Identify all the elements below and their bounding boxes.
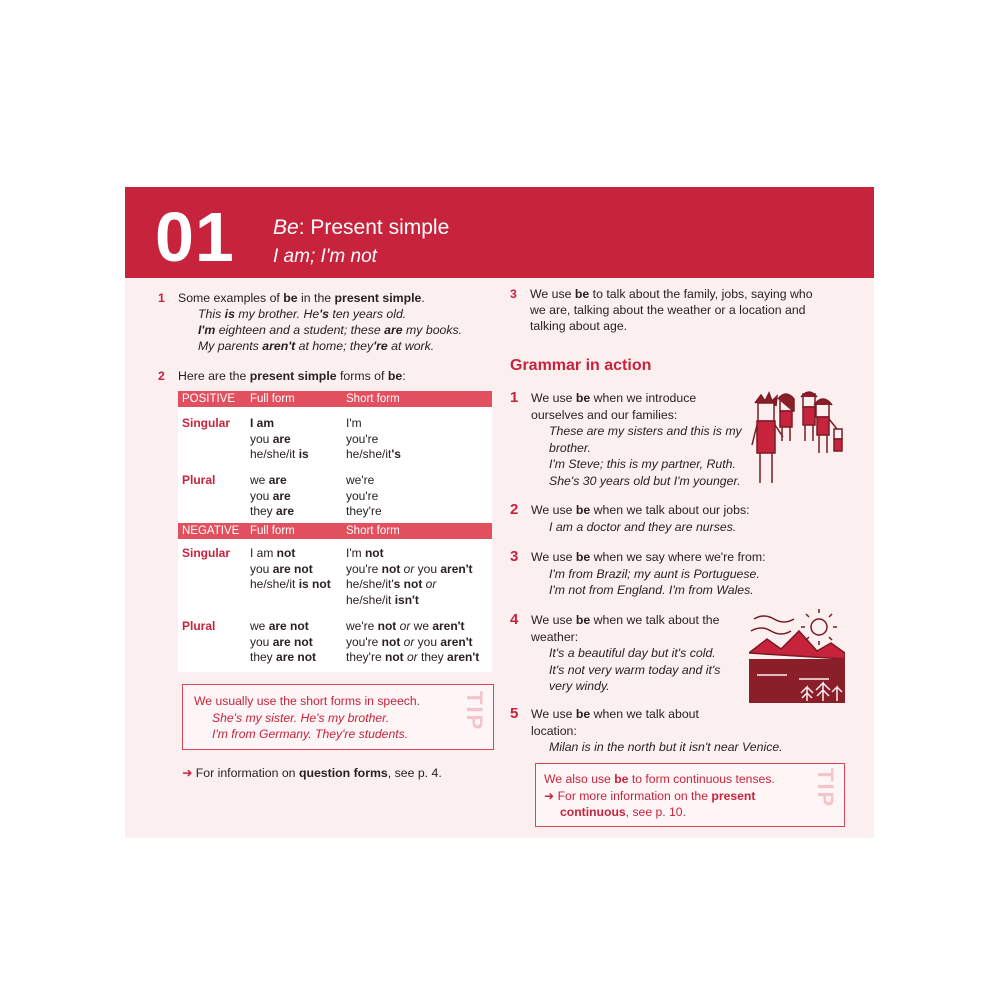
grammar-item-4: We use be when we talk about the weather: It's a beautiful day but it's cold. It's not very warm today and it's very windy.	[531, 613, 721, 693]
pos-sing-short: I'm you're he/she/it's	[346, 416, 401, 461]
grammar-in-action-title: Grammar in action	[510, 357, 652, 374]
item-number-1: 1	[510, 389, 519, 406]
grammar-item-2: We use be when we talk about our jobs: I am a doctor and they are nurses.	[531, 503, 750, 534]
pos-plur-full: we are you are they are	[250, 473, 295, 518]
arrow-right-icon: ➜	[182, 766, 193, 780]
label-singular: Singular	[182, 416, 231, 430]
question-forms-reference: ➜ For information on question forms, see p. 4.	[182, 766, 442, 780]
item-number-4: 4	[510, 611, 519, 628]
section-2: 2 Here are the present simple forms of be:	[158, 369, 406, 383]
item-number-5: 5	[510, 705, 519, 722]
table-header-positive: POSITIVE Full form Short form	[178, 391, 492, 407]
chapter-header	[125, 187, 874, 278]
neg-plur-short: we're not or we aren't you're not or you aren't they're not or they aren't	[346, 619, 480, 664]
label-plural-neg: Plural	[182, 619, 216, 633]
arrow-right-icon: ➜	[544, 788, 555, 803]
chapter-number: 01	[155, 198, 235, 276]
item-number-2: 2	[510, 501, 519, 518]
neg-sing-full: I am not you are not he/she/it is not	[250, 546, 331, 591]
tip-label: TIP	[462, 691, 487, 732]
forms-table	[178, 391, 492, 672]
tip-box-continuous: We also use be to form continuous tenses. ➜ For more information on the present continuous, see p. 10. TIP	[535, 763, 845, 827]
pos-sing-full: I am you are he/she/it is	[250, 416, 309, 461]
weather-landscape-illustration	[749, 609, 845, 703]
family-illustration	[750, 389, 845, 489]
workbook-page	[125, 187, 874, 838]
chapter-title: Be: Present simple	[273, 216, 450, 239]
tip-box-short-forms: We usually use the short forms in speech. She's my sister. He's my brother. I'm from Germany. They're students. TIP	[182, 684, 494, 750]
grammar-item-1: We use be when we introduce ourselves and our families: These are my sisters and this is my brother. I'm Steve; this is my partner, Ruth. She's 30 years old but I'm younger.	[531, 391, 742, 488]
neg-sing-short: I'm not you're not or you aren't he/she/it's not or he/she/it isn't	[346, 546, 473, 607]
label-plural: Plural	[182, 473, 216, 487]
grammar-item-5: We use be when we talk about location: Milan is in the north but it isn't near Venice.	[531, 707, 783, 754]
section-3: 3 We use be to talk about the family, jobs, saying who we are, talking about the weather or a location and talking about age.	[510, 287, 813, 333]
chapter-subtitle: I am; I'm not	[273, 246, 377, 267]
item-number-3: 3	[510, 548, 519, 565]
tip-label: TIP	[813, 768, 838, 809]
neg-plur-full: we are not you are not they are not	[250, 619, 317, 664]
label-singular-neg: Singular	[182, 546, 231, 560]
section-1: 1 Some examples of be in the present simple. This is my brother. He's ten years old. I'm eighteen and a student; these are my books. My parents aren't at home; they're at work.	[158, 291, 463, 353]
grammar-item-3: We use be when we say where we're from: I'm from Brazil; my aunt is Portuguese. I'm not from England. I'm from Wales.	[531, 550, 766, 597]
pos-plur-short: we're you're they're	[346, 473, 382, 518]
table-header-negative: NEGATIVE Full form Short form	[178, 523, 492, 539]
